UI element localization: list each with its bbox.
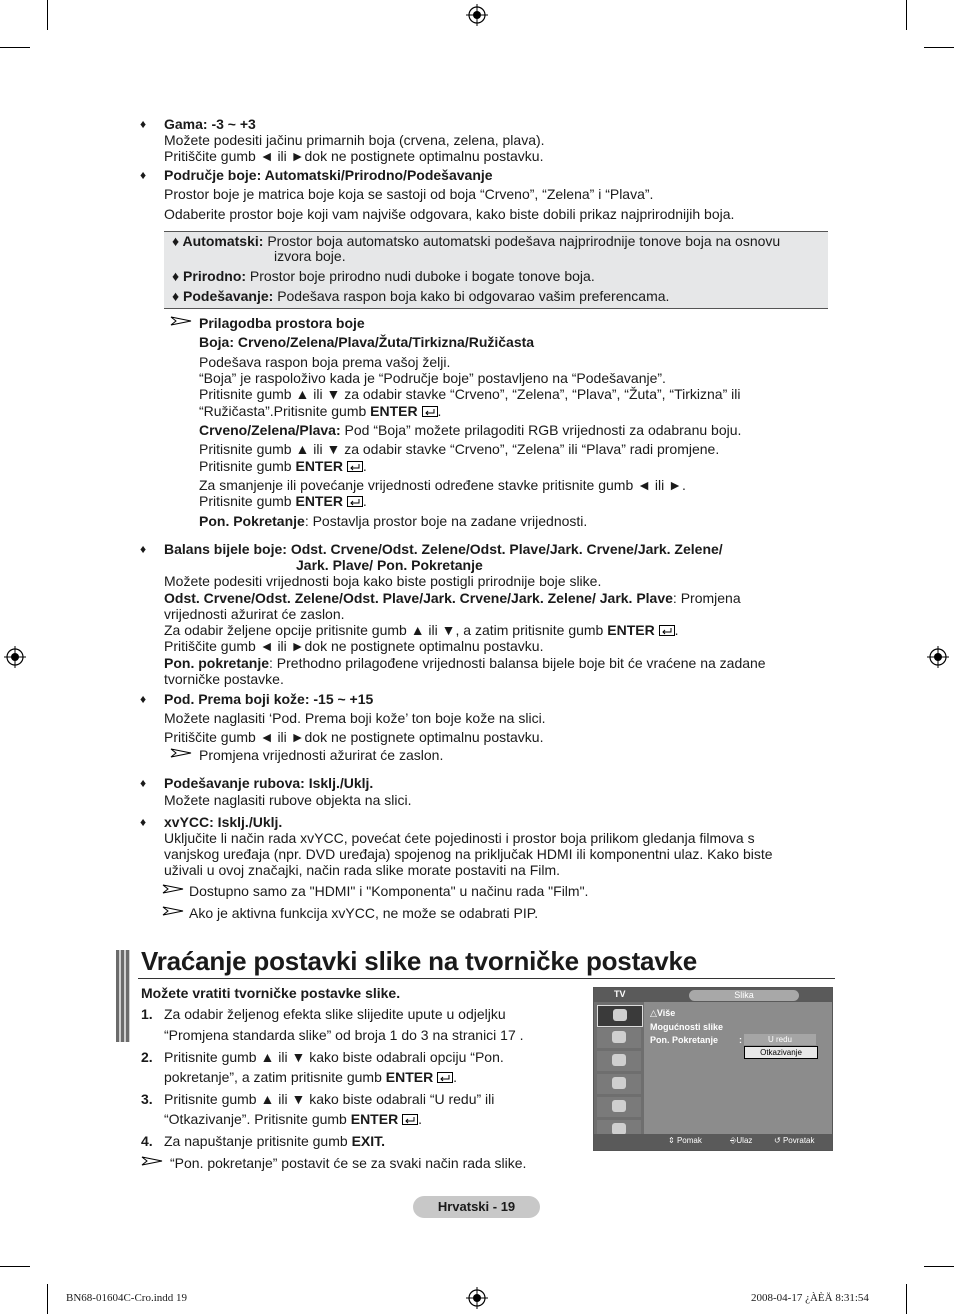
osd-tv-label: TV [614,989,626,999]
text-part: pokretanje”, a zatim pritisnite gumb [164,1069,386,1085]
note-arrow-icon [162,884,184,894]
enter-label: ENTER [295,493,343,509]
prilagodba-text: Pritisnite gumb ENTER . [199,458,367,474]
osd-return-hint [774,1136,815,1145]
crop-mark [906,1284,907,1314]
registration-mark-icon [466,1287,488,1309]
enter-icon [402,1114,418,1125]
osd-ok-option[interactable]: U redu [744,1034,816,1045]
return-icon: ↺ [774,1136,781,1145]
osd-picture-options: Mogućnosti slike [650,1022,724,1032]
info-label: ♦ Prirodno: [172,268,247,284]
balans-bold: Odst. Crvene/Odst. Zelene/Odst. Plave/Jark. Crvene/Jark. Zelene/ Jark. Plave [164,590,673,606]
osd-colon: : [739,1035,742,1045]
bullet-icon: ♦ [140,542,147,556]
step-text: “Promjena standarda slike” od broja 1 do 3 na stranici 17 . [164,1027,524,1043]
heading-divider [138,978,835,979]
enter-icon [437,1072,453,1083]
gama-text: Pritiščite gumb ◄ ili ►dok ne postignete optimalnu postavku. [164,148,544,164]
enter-icon [422,406,438,417]
balans-text [164,590,741,606]
balans-text: Možete podesiti vrijednosti boja kako biste postigli prirodnije boje slike. [164,573,602,589]
enter-label: ENTER [350,1111,399,1127]
koza-text: Možete naglasiti ‘Pod. Prema boji kože’ ton boje kože na slici. [164,710,546,726]
bullet-icon: ♦ [140,117,147,131]
osd-cancel-option[interactable]: Otkazivanje [744,1046,818,1059]
crop-mark [47,1284,48,1314]
koza-title: Pod. Prema boji kože: -15 ~ +15 [164,691,374,707]
balans-text: Za odabir željene opcije pritisnite gumb ▲ ili ▼, a zatim pritisnite gumb ENTER . [164,622,679,638]
text-part: “Otkazivanje”. Pritisnite gumb [164,1111,351,1127]
bullet-icon: ♦ [140,168,147,182]
balans-part: : Prethodno prilagođene vrijednosti balansa bijele boje bit će vraćene na zadane [269,655,766,671]
step-text [164,1133,385,1149]
text-part: Pritisnite gumb [199,493,296,509]
osd-enter-hint [730,1136,752,1146]
cz-label: Crveno/Zelena/Plava: [199,422,341,438]
note-arrow-icon [170,748,192,758]
text-part: “Ružičasta”.Pritisnite gumb [199,403,371,419]
podrucje-text: Prostor boje je matrica boje koja se sastoji od boja “Crveno”, “Zelena” i “Plava”. [164,186,654,202]
podrucje-text: Odaberite prostor boje koji vam najviše odgovara, kako biste dobili prikaz najprirodnijih boja. [164,206,735,222]
exit-label: EXIT. [351,1133,386,1149]
pon-label: Pon. Pokretanje [199,513,305,529]
crop-mark [0,47,30,48]
text-part: Pritisnite gumb [199,458,296,474]
input-icon [597,1097,641,1117]
step-number: 2. [141,1049,153,1065]
prilagodba-text: Za smanjenje ili povećanje vrijednosti određene stavke pritisnite gumb ◄ ili ►. [199,477,686,493]
section-note: “Pon. pokretanje” postavit će se za svaki način rada slike. [170,1155,527,1171]
picture-icon [597,1005,643,1027]
xvycc-title: xvYCC: Isklj./Uklj. [164,814,283,830]
prilagodba-title: Prilagodba prostora boje [199,315,365,331]
balans-title: Balans bijele boje: Odst. Crvene/Odst. Zelene/Odst. Plave/Jark. Crvene/Jark. Zelene/ [164,541,723,557]
balans-title: Jark. Plave/ Pon. Pokretanje [296,557,483,573]
crop-mark [924,47,954,48]
info-automatski [172,233,780,249]
osd-move-label: Pomak [676,1136,702,1145]
balans-text: tvorničke postavke. [164,671,284,687]
registration-mark-icon [4,646,26,668]
osd-return-label: Povratak [782,1136,815,1145]
step-number: 1. [141,1006,153,1022]
tv-menu-screenshot [593,987,833,1151]
enter-label: ENTER [370,403,418,419]
setup-icon [597,1074,641,1094]
info-text: Podešava raspon boja kako bi odgovarao vašim preferencama. [277,288,670,304]
step-text: Pritisnite gumb ▲ ili ▼ kako biste odabrali “U redu” ili [164,1091,495,1107]
balans-part: : Promjena [672,590,741,606]
step-text: “Otkazivanje”. Pritisnite gumb ENTER . [164,1111,422,1127]
enter-icon [347,496,363,507]
rubovi-text: Možete naglasiti rubove objekta na slici. [164,792,412,808]
xvycc-text: uživali u ovoj značajki, način rada slike morate postaviti na Film. [164,862,561,878]
text-part: Za odabir željene opcije pritisnite gumb ▲ ili ▼, a zatim pritisnite gumb [164,622,608,638]
bullet-icon: ♦ [140,815,147,829]
step-text: pokretanje”, a zatim pritisnite gumb ENTER . [164,1069,457,1085]
crop-mark [0,1266,30,1267]
section-intro: Možete vratiti tvorničke postavke slike. [141,985,401,1001]
prilagodba-subtitle: Boja: Crveno/Zelena/Plava/Žuta/Tirkizna/Ružičasta [199,334,535,350]
koza-note: Promjena vrijednosti ažurirat će zaslon. [199,747,444,763]
osd-more: △Više [650,1008,676,1018]
osd-move-hint [668,1136,702,1145]
note-arrow-icon [162,906,184,916]
updown-icon: ⇕ [668,1136,675,1145]
info-text: Prostor boja automatsko automatski podešava najprirodnije tonove boja na osnovu [267,233,781,249]
text-part: Za napuštanje pritisnite gumb [164,1133,352,1149]
xvycc-text: Uključite li način rada xvYCC, povećat ćete pojedinosti i prostor boja prilikom gledanja filmova s [164,830,755,846]
info-text: Prostor boje prirodno nudi duboke i bogate tonove boja. [249,268,595,284]
gama-title: Gama: -3 ~ +3 [164,116,256,132]
enter-icon: ⎆ [730,1136,737,1145]
pon-text: : Postavlja prostor boje na zadane vrijednosti. [304,513,588,529]
rubovi-title: Podešavanje rubova: Isklj./Uklj. [164,775,374,791]
balans-text: vrijednosti ažurirat će zaslon. [164,606,345,622]
sound-icon [597,1028,641,1048]
cz-text: Pod “Boja” možete prilagoditi RGB vrijednosti za odabranu boju. [340,422,742,438]
xvycc-note: Ako je aktivna funkcija xvYCC, ne može se odabrati PIP. [189,905,539,921]
osd-enter-label: Ulaz [736,1136,753,1145]
xvycc-note: Dostupno samo za "HDMI" i "Komponenta" u načinu rada "Film". [189,883,589,899]
registration-mark-icon [927,646,949,668]
footer-timestamp: 2008-04-17 ¿ÀÈÄ 8:31:54 [751,1292,869,1304]
enter-label: ENTER [385,1069,434,1085]
info-label: ♦ Podešavanje: [172,288,274,304]
osd-sidebar [594,1002,644,1136]
balans-text: Pritiščite gumb ◄ ili ►dok ne postignete optimalnu postavku. [164,638,544,654]
prilagodba-text: Podešava raspon boja prema vašoj želji. [199,354,451,370]
osd-menu-title: Slika [689,990,799,1001]
prilagodba-text: “Ružičasta”.Pritisnite gumb ENTER . [199,403,442,419]
enter-label: ENTER [607,622,655,638]
info-podesavanje [172,288,669,304]
page-number-badge: Hrvatski - 19 [413,1196,540,1218]
koza-text: Pritiščite gumb ◄ ili ►dok ne postignete optimalnu postavku. [164,729,544,745]
note-arrow-icon [141,1156,163,1166]
step-number: 4. [141,1133,153,1149]
bullet-icon: ♦ [140,776,147,790]
enter-icon [347,461,363,472]
step-text: Za odabir željenog efekta slike slijedite upute u odjeljku [164,1006,506,1022]
step-number: 3. [141,1091,153,1107]
prilagodba-text: Pritisnite gumb ▲ ili ▼ za odabir stavke “Crveno”, “Zelena”, “Plava”, “Žuta”, “Tirkizna” ili [199,386,741,402]
crop-mark [924,1266,954,1267]
info-text: izvora boje. [274,248,346,264]
gama-text: Možete podesiti jačinu primarnih boja (crvena, zelena, plava). [164,132,545,148]
footer-file-info: BN68-01604C-Cro.indd 19 [66,1292,187,1304]
step-text: Pritisnite gumb ▲ ili ▼ kako biste odabrali opciju “Pon. [164,1049,504,1065]
registration-mark-icon [466,4,488,26]
crop-mark [906,0,907,30]
enter-label: ENTER [295,458,343,474]
info-prirodno [172,268,595,284]
crveno-zelena-plava [199,422,741,438]
xvycc-text: vanjskog uređaja (npr. DVD uređaja) spojenog na priključak HDMI ili komponentni ulaz. Kako biste [164,846,773,862]
heading-bar [116,950,130,1042]
crop-mark [47,0,48,30]
prilagodba-text: Pritisnite gumb ENTER . [199,493,367,509]
info-label: ♦ Automatski: [172,233,264,249]
balans-text [164,655,766,671]
osd-reset: Pon. Pokretanje [650,1035,719,1045]
pon-pokretanje-line [199,513,587,529]
bullet-icon: ♦ [140,692,147,706]
note-arrow-icon [170,316,192,326]
section-heading: Vraćanje postavki slike na tvorničke postavke [141,946,698,976]
balans-bold: Pon. pokretanje [164,655,270,671]
enter-icon [659,625,675,636]
prilagodba-text: Pritisnite gumb ▲ ili ▼ za odabir stavke “Crveno”, “Zelena” ili “Plava” radi promjene. [199,441,720,457]
podrucje-title: Područje boje: Automatski/Prirodno/Podešavanje [164,167,493,183]
channel-icon [597,1051,641,1071]
prilagodba-text: “Boja” je raspoloživo kada je “Područje boje” postavljeno na “Podešavanje”. [199,370,666,386]
